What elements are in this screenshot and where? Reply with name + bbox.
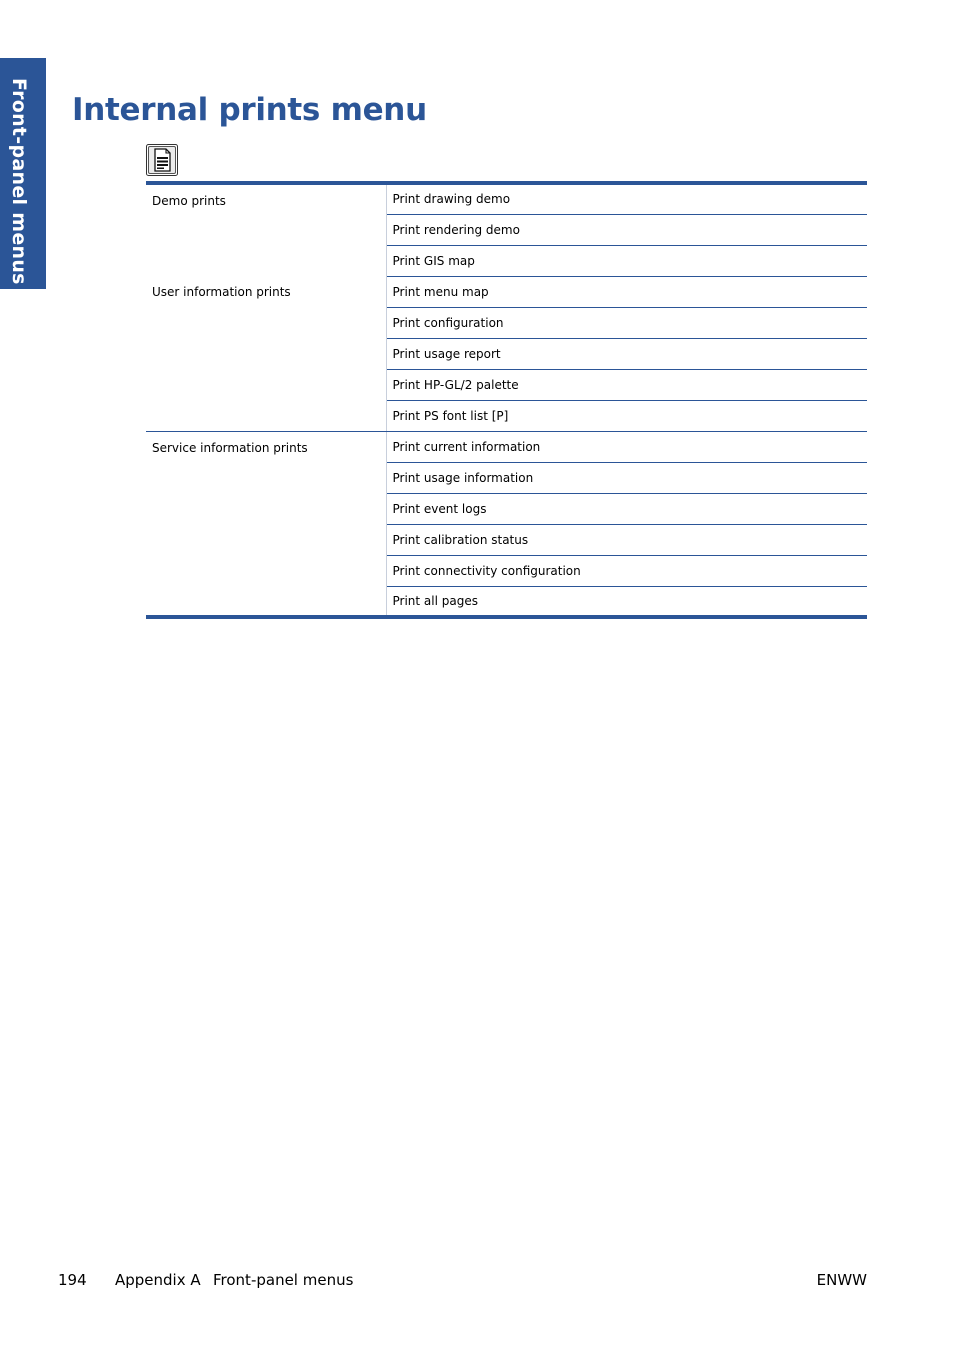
menu-item: Print HP-GL/2 palette [386, 369, 867, 400]
footer-page-number: 194 [58, 1271, 87, 1289]
category-demo-prints: Demo prints [146, 183, 386, 276]
menu-item: Print current information [386, 431, 867, 462]
category-user-information-prints: User information prints [146, 276, 386, 431]
category-service-information-prints: Service information prints [146, 431, 386, 617]
side-tab-label: Front-panel menus [8, 78, 30, 285]
footer-chapter: Front-panel menus [213, 1271, 354, 1289]
internal-prints-table [146, 181, 867, 619]
menu-item: Print drawing demo [386, 183, 867, 214]
menu-item: Print PS font list [P] [386, 400, 867, 431]
menu-item: Print configuration [386, 307, 867, 338]
table-row [146, 183, 867, 214]
menu-item: Print rendering demo [386, 214, 867, 245]
internal-prints-menu-icon [146, 144, 178, 176]
table-row [146, 276, 867, 307]
menu-item: Print GIS map [386, 245, 867, 276]
menu-item: Print usage information [386, 462, 867, 493]
menu-item: Print menu map [386, 276, 867, 307]
footer-appendix: Appendix A [115, 1271, 201, 1289]
footer-locale-code: ENWW [816, 1271, 867, 1289]
menu-item: Print event logs [386, 493, 867, 524]
menu-item: Print calibration status [386, 524, 867, 555]
menu-item: Print connectivity configuration [386, 555, 867, 586]
menu-item: Print usage report [386, 338, 867, 369]
menu-item: Print all pages [392, 593, 478, 608]
page-title: Internal prints menu [72, 92, 427, 128]
table-row [146, 431, 867, 462]
